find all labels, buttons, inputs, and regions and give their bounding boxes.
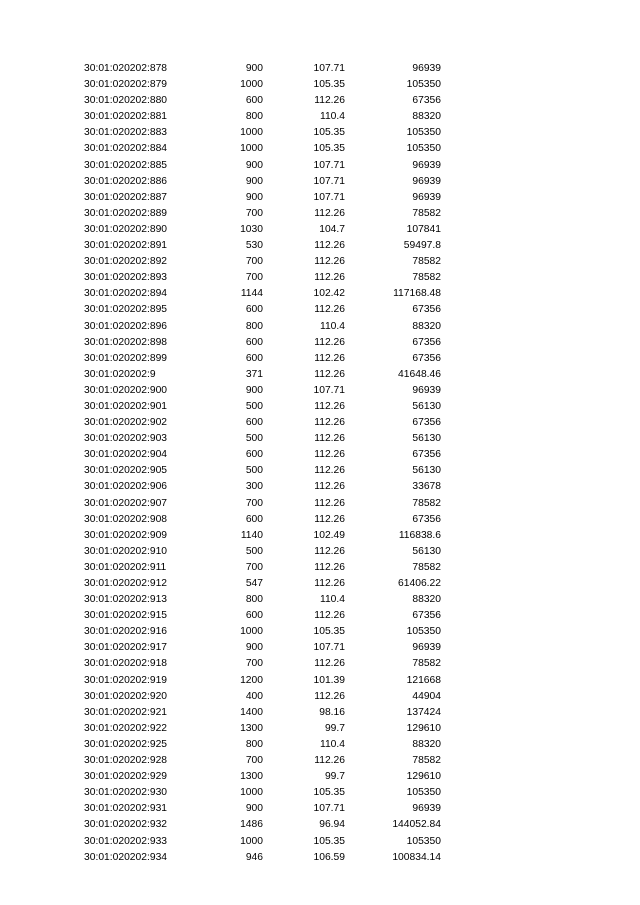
table-row [0,431,640,447]
table-row [0,335,640,351]
rate-cell: 112.26 [314,433,345,445]
cadastral-number-cell: 30:01:020202:908 [84,513,168,525]
value-cell: 67356 [412,95,441,107]
rate-cell: 110.4 [319,738,345,750]
value-cell: 105350 [406,626,441,638]
table-row [0,222,640,238]
value-cell: 96939 [412,803,441,815]
value-cell: 117168.48 [393,288,441,300]
value-cell: 67356 [412,513,441,525]
table-row [0,125,640,141]
rate-cell: 112.26 [314,481,345,493]
area-cell: 600 [245,449,263,461]
cadastral-number-cell: 30:01:020202:878 [84,63,168,74]
cadastral-number-cell: 30:01:020202:907 [84,497,168,509]
value-cell: 44904 [412,690,441,702]
area-cell: 547 [245,578,263,589]
cadastral-number-cell: 30:01:020202:895 [84,304,168,316]
value-cell: 67356 [412,304,441,316]
rate-cell: 112.26 [314,449,345,461]
rate-cell: 102.49 [313,529,345,541]
table-row [0,174,640,190]
cadastral-number-cell: 30:01:020202:906 [84,481,168,493]
area-cell: 700 [245,658,263,670]
cadastral-number-cell: 30:01:020202:883 [84,127,168,139]
cadastral-number-cell: 30:01:020202:933 [84,835,168,847]
cadastral-number-cell: 30:01:020202:899 [84,352,168,364]
table-row [0,302,640,318]
area-cell: 946 [245,851,263,863]
area-cell: 1400 [240,706,263,718]
value-cell: 105350 [406,127,441,139]
area-cell: 1486 [240,819,263,831]
value-cell: 96939 [412,63,441,74]
table-row [0,479,640,495]
area-cell: 700 [245,497,263,509]
value-cell: 67356 [412,449,441,461]
area-cell: 800 [245,594,263,606]
value-cell: 129610 [406,722,441,734]
cadastral-number-cell: 30:01:020202:909 [84,529,168,541]
value-cell: 59497.8 [403,240,441,252]
area-cell: 1000 [240,127,263,139]
area-cell: 700 [245,256,263,268]
area-cell: 900 [245,175,263,187]
table-row [0,689,640,705]
rate-cell: 110.4 [319,594,345,606]
rate-cell: 102.42 [313,288,345,300]
cadastral-number-cell: 30:01:020202:890 [84,223,168,235]
value-cell: 116838.6 [398,529,441,541]
table-row [0,512,640,528]
area-cell: 900 [245,803,263,815]
area-cell: 1000 [240,143,263,155]
rate-cell: 112.26 [314,513,345,525]
value-cell: 67356 [412,352,441,364]
cadastral-number-cell: 30:01:020202:905 [84,465,168,477]
area-cell: 800 [245,111,263,123]
table-row [0,141,640,157]
cadastral-number-cell: 30:01:020202:911 [84,561,167,573]
cadastral-number-cell: 30:01:020202:896 [84,320,168,332]
rate-cell: 107.71 [313,175,345,187]
table-row [0,351,640,367]
cadastral-number-cell: 30:01:020202:928 [84,755,168,767]
cadastral-number-cell: 30:01:020202:879 [84,79,168,91]
cadastral-number-cell: 30:01:020202:893 [84,272,168,284]
value-cell: 105350 [406,143,441,155]
rate-cell: 112.26 [314,690,345,702]
table-row [0,817,640,833]
rate-cell: 112.26 [314,561,345,573]
value-cell: 61406.22 [398,578,441,589]
data-table [0,61,640,866]
area-cell: 800 [245,738,263,750]
cadastral-number-cell: 30:01:020202:913 [84,594,168,606]
rate-cell: 101.39 [313,674,345,686]
cadastral-number-cell: 30:01:020202:920 [84,690,168,702]
cadastral-number-cell: 30:01:020202:915 [84,610,168,622]
table-row [0,737,640,753]
value-cell: 96939 [412,642,441,654]
cadastral-number-cell: 30:01:020202:880 [84,95,168,107]
table-row [0,608,640,624]
table-row [0,640,640,656]
cadastral-number-cell: 30:01:020202:922 [84,722,168,734]
area-cell: 400 [245,690,263,702]
value-cell: 56130 [412,545,441,557]
value-cell: 144052.84 [392,819,441,831]
cadastral-number-cell: 30:01:020202:900 [84,384,168,396]
value-cell: 78582 [412,272,441,284]
value-cell: 41648.46 [398,368,441,380]
area-cell: 600 [245,417,263,429]
cadastral-number-cell: 30:01:020202:881 [84,111,168,123]
rate-cell: 105.35 [313,143,345,155]
area-cell: 1000 [240,79,263,91]
value-cell: 121668 [406,674,441,686]
table-row [0,367,640,383]
value-cell: 33678 [412,481,441,493]
rate-cell: 110.4 [319,111,345,123]
area-cell: 700 [245,755,263,767]
area-cell: 600 [245,513,263,525]
table-row [0,785,640,801]
area-cell: 1000 [240,787,263,799]
value-cell: 129610 [406,771,441,783]
cadastral-number-cell: 30:01:020202:904 [84,449,168,461]
cadastral-number-cell: 30:01:020202:901 [84,400,168,412]
rate-cell: 107.71 [313,159,345,171]
value-cell: 96939 [412,191,441,203]
area-cell: 900 [245,191,263,203]
rate-cell: 112.26 [314,578,345,589]
table-row [0,528,640,544]
table-row [0,286,640,302]
rate-cell: 107.71 [313,384,345,396]
value-cell: 88320 [412,111,441,123]
value-cell: 67356 [412,610,441,622]
area-cell: 600 [245,336,263,348]
table-row [0,705,640,721]
area-cell: 1000 [240,626,263,638]
rate-cell: 107.71 [313,63,345,74]
table-row [0,656,640,672]
cadastral-number-cell: 30:01:020202:891 [84,240,168,252]
value-cell: 100834.14 [392,851,441,863]
area-cell: 600 [245,304,263,316]
area-cell: 1000 [240,835,263,847]
cadastral-number-cell: 30:01:020202:903 [84,433,168,445]
rate-cell: 112.26 [314,240,345,252]
value-cell: 78582 [412,207,441,219]
rate-cell: 99.7 [324,771,345,783]
cadastral-number-cell: 30:01:020202:910 [84,545,168,557]
area-cell: 800 [245,320,263,332]
table-row [0,721,640,737]
rate-cell: 107.71 [313,191,345,203]
cadastral-number-cell: 30:01:020202:912 [84,578,168,589]
table-row [0,270,640,286]
table-row [0,834,640,850]
area-cell: 700 [245,561,263,573]
value-cell: 88320 [412,594,441,606]
rate-cell: 105.35 [313,835,345,847]
table-row [0,850,640,866]
table-row [0,463,640,479]
rate-cell: 112.26 [314,256,345,268]
table-row [0,399,640,415]
table-row [0,109,640,125]
value-cell: 88320 [412,320,441,332]
area-cell: 700 [245,207,263,219]
value-cell: 78582 [412,256,441,268]
rate-cell: 96.94 [319,819,345,831]
rate-cell: 112.26 [314,304,345,316]
rate-cell: 112.26 [314,658,345,670]
value-cell: 56130 [412,465,441,477]
cadastral-number-cell: 30:01:020202:886 [84,175,168,187]
value-cell: 107841 [406,223,441,235]
area-cell: 900 [245,159,263,171]
rate-cell: 110.4 [319,320,345,332]
table-row [0,61,640,77]
value-cell: 105350 [406,835,441,847]
cadastral-number-cell: 30:01:020202:918 [84,658,168,670]
value-cell: 96939 [412,384,441,396]
cadastral-number-cell: 30:01:020202:925 [84,738,168,750]
rate-cell: 104.7 [319,223,345,235]
area-cell: 600 [245,95,263,107]
value-cell: 67356 [412,417,441,429]
value-cell: 96939 [412,175,441,187]
area-cell: 1300 [240,722,263,734]
cadastral-number-cell: 30:01:020202:898 [84,336,168,348]
value-cell: 67356 [412,336,441,348]
table-row [0,93,640,109]
rate-cell: 105.35 [313,787,345,799]
rate-cell: 112.26 [314,417,345,429]
value-cell: 78582 [412,497,441,509]
table-row [0,624,640,640]
rate-cell: 112.26 [314,336,345,348]
value-cell: 96939 [412,159,441,171]
cadastral-number-cell: 30:01:020202:885 [84,159,168,171]
rate-cell: 107.71 [313,642,345,654]
table-row [0,801,640,817]
cadastral-number-cell: 30:01:020202:932 [84,819,168,831]
rate-cell: 105.35 [313,79,345,91]
table-row [0,544,640,560]
table-row [0,496,640,512]
area-cell: 600 [245,352,263,364]
rate-cell: 112.26 [314,755,345,767]
table-row [0,673,640,689]
value-cell: 105350 [406,787,441,799]
value-cell: 88320 [412,738,441,750]
table-row [0,576,640,592]
area-cell: 600 [245,610,263,622]
area-cell: 900 [245,642,263,654]
area-cell: 500 [245,545,263,557]
rate-cell: 112.26 [314,400,345,412]
area-cell: 371 [245,368,263,380]
area-cell: 1030 [240,223,263,235]
rate-cell: 112.26 [314,272,345,284]
cadastral-number-cell: 30:01:020202:902 [84,417,168,429]
area-cell: 700 [245,272,263,284]
table-row [0,560,640,576]
area-cell: 1140 [240,529,263,541]
area-cell: 1144 [240,288,263,300]
cadastral-number-cell: 30:01:020202:917 [84,642,168,654]
value-cell: 78582 [412,658,441,670]
table-row [0,206,640,222]
cadastral-number-cell: 30:01:020202:889 [84,207,168,219]
value-cell: 78582 [412,755,441,767]
table-row [0,769,640,785]
rate-cell: 112.26 [314,95,345,107]
rate-cell: 112.26 [314,497,345,509]
rate-cell: 105.35 [313,626,345,638]
cadastral-number-cell: 30:01:020202:919 [84,674,168,686]
table-row [0,415,640,431]
table-row [0,383,640,399]
table-row [0,254,640,270]
cadastral-number-cell: 30:01:020202:9 [84,368,156,380]
table-row [0,158,640,174]
value-cell: 56130 [412,400,441,412]
rate-cell: 112.26 [314,368,345,380]
value-cell: 105350 [406,79,441,91]
area-cell: 300 [245,481,263,493]
value-cell: 137424 [406,706,441,718]
area-cell: 530 [245,240,263,252]
area-cell: 1300 [240,771,263,783]
area-cell: 500 [245,433,263,445]
rate-cell: 112.26 [314,352,345,364]
table-row [0,319,640,335]
area-cell: 500 [245,465,263,477]
rate-cell: 112.26 [314,610,345,622]
cadastral-number-cell: 30:01:020202:892 [84,256,168,268]
cadastral-number-cell: 30:01:020202:887 [84,191,168,203]
table-row [0,592,640,608]
rate-cell: 107.71 [313,803,345,815]
cadastral-number-cell: 30:01:020202:894 [84,288,168,300]
rate-cell: 112.26 [314,545,345,557]
table-row [0,447,640,463]
table-row [0,190,640,206]
cadastral-number-cell: 30:01:020202:931 [84,803,168,815]
table-row [0,238,640,254]
area-cell: 900 [245,63,263,74]
value-cell: 78582 [412,561,441,573]
rate-cell: 98.16 [319,706,345,718]
value-cell: 56130 [412,433,441,445]
rate-cell: 106.59 [313,851,345,863]
cadastral-number-cell: 30:01:020202:929 [84,771,168,783]
rate-cell: 112.26 [314,465,345,477]
cadastral-number-cell: 30:01:020202:934 [84,851,168,863]
rate-cell: 99.7 [324,722,345,734]
area-cell: 900 [245,384,263,396]
table-row [0,753,640,769]
rate-cell: 112.26 [314,207,345,219]
cadastral-number-cell: 30:01:020202:916 [84,626,168,638]
table-row [0,77,640,93]
area-cell: 1200 [240,674,263,686]
rate-cell: 105.35 [313,127,345,139]
cadastral-number-cell: 30:01:020202:884 [84,143,168,155]
cadastral-number-cell: 30:01:020202:930 [84,787,168,799]
cadastral-number-cell: 30:01:020202:921 [84,706,168,718]
area-cell: 500 [245,400,263,412]
